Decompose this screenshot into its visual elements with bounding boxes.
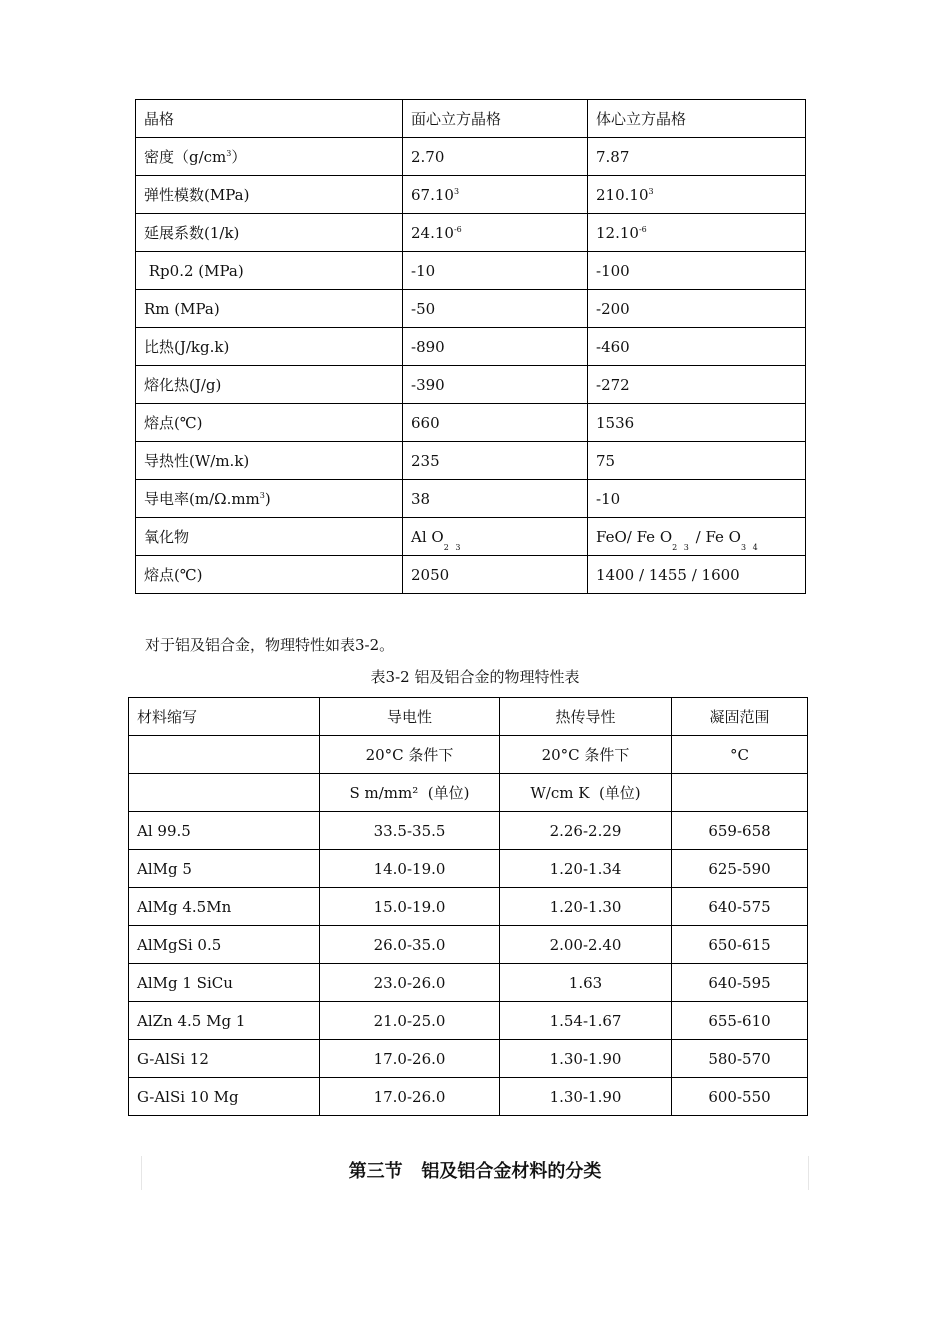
table-cell: 导热性(W/m.k) — [136, 442, 403, 480]
table-cell: 1400 / 1455 / 1600 — [588, 556, 806, 594]
table-row — [129, 1002, 808, 1040]
table-cell: 67.10$^3$ — [403, 176, 588, 214]
table-cell: 1.20-1.34 — [500, 850, 672, 888]
table-header-row — [129, 774, 808, 812]
properties-table — [135, 99, 806, 594]
table-header-cell: S m/mm² (单位) — [320, 774, 500, 812]
table-cell: -10 — [403, 252, 588, 290]
table-cell: 655-610 — [672, 1002, 808, 1040]
table-header-cell: 导电性 — [320, 698, 500, 736]
table-row — [136, 214, 806, 252]
table-header-cell — [129, 774, 320, 812]
table-cell: 38 — [403, 480, 588, 518]
table-header-cell: W/cm K (单位) — [500, 774, 672, 812]
table-cell: 导电率$(m/\Omega.mm^3)$ — [136, 480, 403, 518]
table-cell: 600-550 — [672, 1078, 808, 1116]
table-cell: AlMg 4.5Mn — [129, 888, 320, 926]
table-cell: 17.0-26.0 — [320, 1040, 500, 1078]
table-cell: 625-590 — [672, 850, 808, 888]
table-cell: 660 — [403, 404, 588, 442]
table-cell: 650-615 — [672, 926, 808, 964]
table-row — [129, 850, 808, 888]
table-header-row — [129, 736, 808, 774]
table-header-cell: 材料缩写 — [129, 698, 320, 736]
table-row — [129, 1040, 808, 1078]
table-cell: AlMg 1 SiCu — [129, 964, 320, 1002]
table-cell: 2.70 — [403, 138, 588, 176]
body-paragraph: 对于铝及铝合金，物理特性如表3-2。 — [145, 636, 395, 654]
table-row — [129, 1078, 808, 1116]
table-cell: 210.10$^3$ — [588, 176, 806, 214]
table-cell: 14.0-19.0 — [320, 850, 500, 888]
table-cell: -390 — [403, 366, 588, 404]
table-header-cell: 凝固范围 — [672, 698, 808, 736]
table-header-cell — [129, 736, 320, 774]
table-cell: 比热(J/kg.k) — [136, 328, 403, 366]
table-cell: 640-575 — [672, 888, 808, 926]
table-header-row — [129, 698, 808, 736]
table-cell: -50 — [403, 290, 588, 328]
table-cell: 2050 — [403, 556, 588, 594]
table-row — [129, 964, 808, 1002]
table-cell: -10 — [588, 480, 806, 518]
table-row — [136, 518, 806, 556]
table-cell: 1.54-1.67 — [500, 1002, 672, 1040]
table-header-cell: 20°C 条件下 — [500, 736, 672, 774]
table-cell: AlMg 5 — [129, 850, 320, 888]
table-row — [136, 100, 806, 138]
table-cell: G-AlSi 12 — [129, 1040, 320, 1078]
table-cell: 1.30-1.90 — [500, 1078, 672, 1116]
table-cell: 2.26-2.29 — [500, 812, 672, 850]
table-cell: 75 — [588, 442, 806, 480]
table-cell: 580-570 — [672, 1040, 808, 1078]
table-cell: 659-658 — [672, 812, 808, 850]
table-cell: AlMgSi 0.5 — [129, 926, 320, 964]
table-cell: 21.0-25.0 — [320, 1002, 500, 1040]
table-row — [136, 480, 806, 518]
table-cell: 密度$(g/cm^3)$ — [136, 138, 403, 176]
table-row — [136, 404, 806, 442]
table-cell: 氧化物 — [136, 518, 403, 556]
table-header-cell — [672, 774, 808, 812]
table-cell: 1.30-1.90 — [500, 1040, 672, 1078]
table-cell: 23.0-26.0 — [320, 964, 500, 1002]
table-cell: 2.00-2.40 — [500, 926, 672, 964]
table-cell: AlZn 4.5 Mg 1 — [129, 1002, 320, 1040]
table-cell: 17.0-26.0 — [320, 1078, 500, 1116]
table-caption: 表3-2 铝及铝合金的物理特性表 — [370, 668, 580, 686]
table-cell: -200 — [588, 290, 806, 328]
table-cell: 1.63 — [500, 964, 672, 1002]
table-cell: G-AlSi 10 Mg — [129, 1078, 320, 1116]
table-cell: 体心立方晶格 — [588, 100, 806, 138]
table-row — [136, 138, 806, 176]
table-cell: 延展系数(1/k) — [136, 214, 403, 252]
table-cell: 熔点(℃) — [136, 404, 403, 442]
table-cell: -100 — [588, 252, 806, 290]
table-row — [136, 176, 806, 214]
table-header-cell: 20°C 条件下 — [320, 736, 500, 774]
table-cell: 面心立方晶格 — [403, 100, 588, 138]
table-cell: -460 — [588, 328, 806, 366]
table-row — [136, 556, 806, 594]
table-row — [136, 328, 806, 366]
table-cell: 熔点(℃) — [136, 556, 403, 594]
table-cell: $24.10^{-6}$ — [403, 214, 588, 252]
table-cell: 熔化热(J/g) — [136, 366, 403, 404]
table-cell: 235 — [403, 442, 588, 480]
table-cell: 15.0-19.0 — [320, 888, 500, 926]
table-row — [136, 366, 806, 404]
table-row — [129, 888, 808, 926]
table-cell: Rp0.2 (MPa) — [136, 252, 403, 290]
table-row — [129, 926, 808, 964]
section-title: 第三节 铝及铝合金材料的分类 — [348, 1161, 602, 1182]
table-row — [136, 442, 806, 480]
table-cell: 1.20-1.30 — [500, 888, 672, 926]
table-cell: FeO/ Fe $O_{2 3}$ / Fe $O_{3 4}$ — [588, 518, 806, 556]
table-cell: 33.5-35.5 — [320, 812, 500, 850]
table-cell: 1536 — [588, 404, 806, 442]
table-header-cell: 热传导性 — [500, 698, 672, 736]
table-cell: 7.87 — [588, 138, 806, 176]
table-cell: 弹性模数(MPa) — [136, 176, 403, 214]
table-cell: 晶格 — [136, 100, 403, 138]
table-row — [136, 290, 806, 328]
table-row — [136, 252, 806, 290]
table-cell: -272 — [588, 366, 806, 404]
table-cell: $12.10^{-6}$ — [588, 214, 806, 252]
table-row — [129, 812, 808, 850]
table-cell: 26.0-35.0 — [320, 926, 500, 964]
table-header-cell: °C — [672, 736, 808, 774]
table-cell: -890 — [403, 328, 588, 366]
table-cell: Al $O_{2 3}$ — [403, 518, 588, 556]
alloy-properties-table — [128, 697, 808, 1116]
table-cell: Rm (MPa) — [136, 290, 403, 328]
table-cell: Al 99.5 — [129, 812, 320, 850]
table-cell: 640-595 — [672, 964, 808, 1002]
